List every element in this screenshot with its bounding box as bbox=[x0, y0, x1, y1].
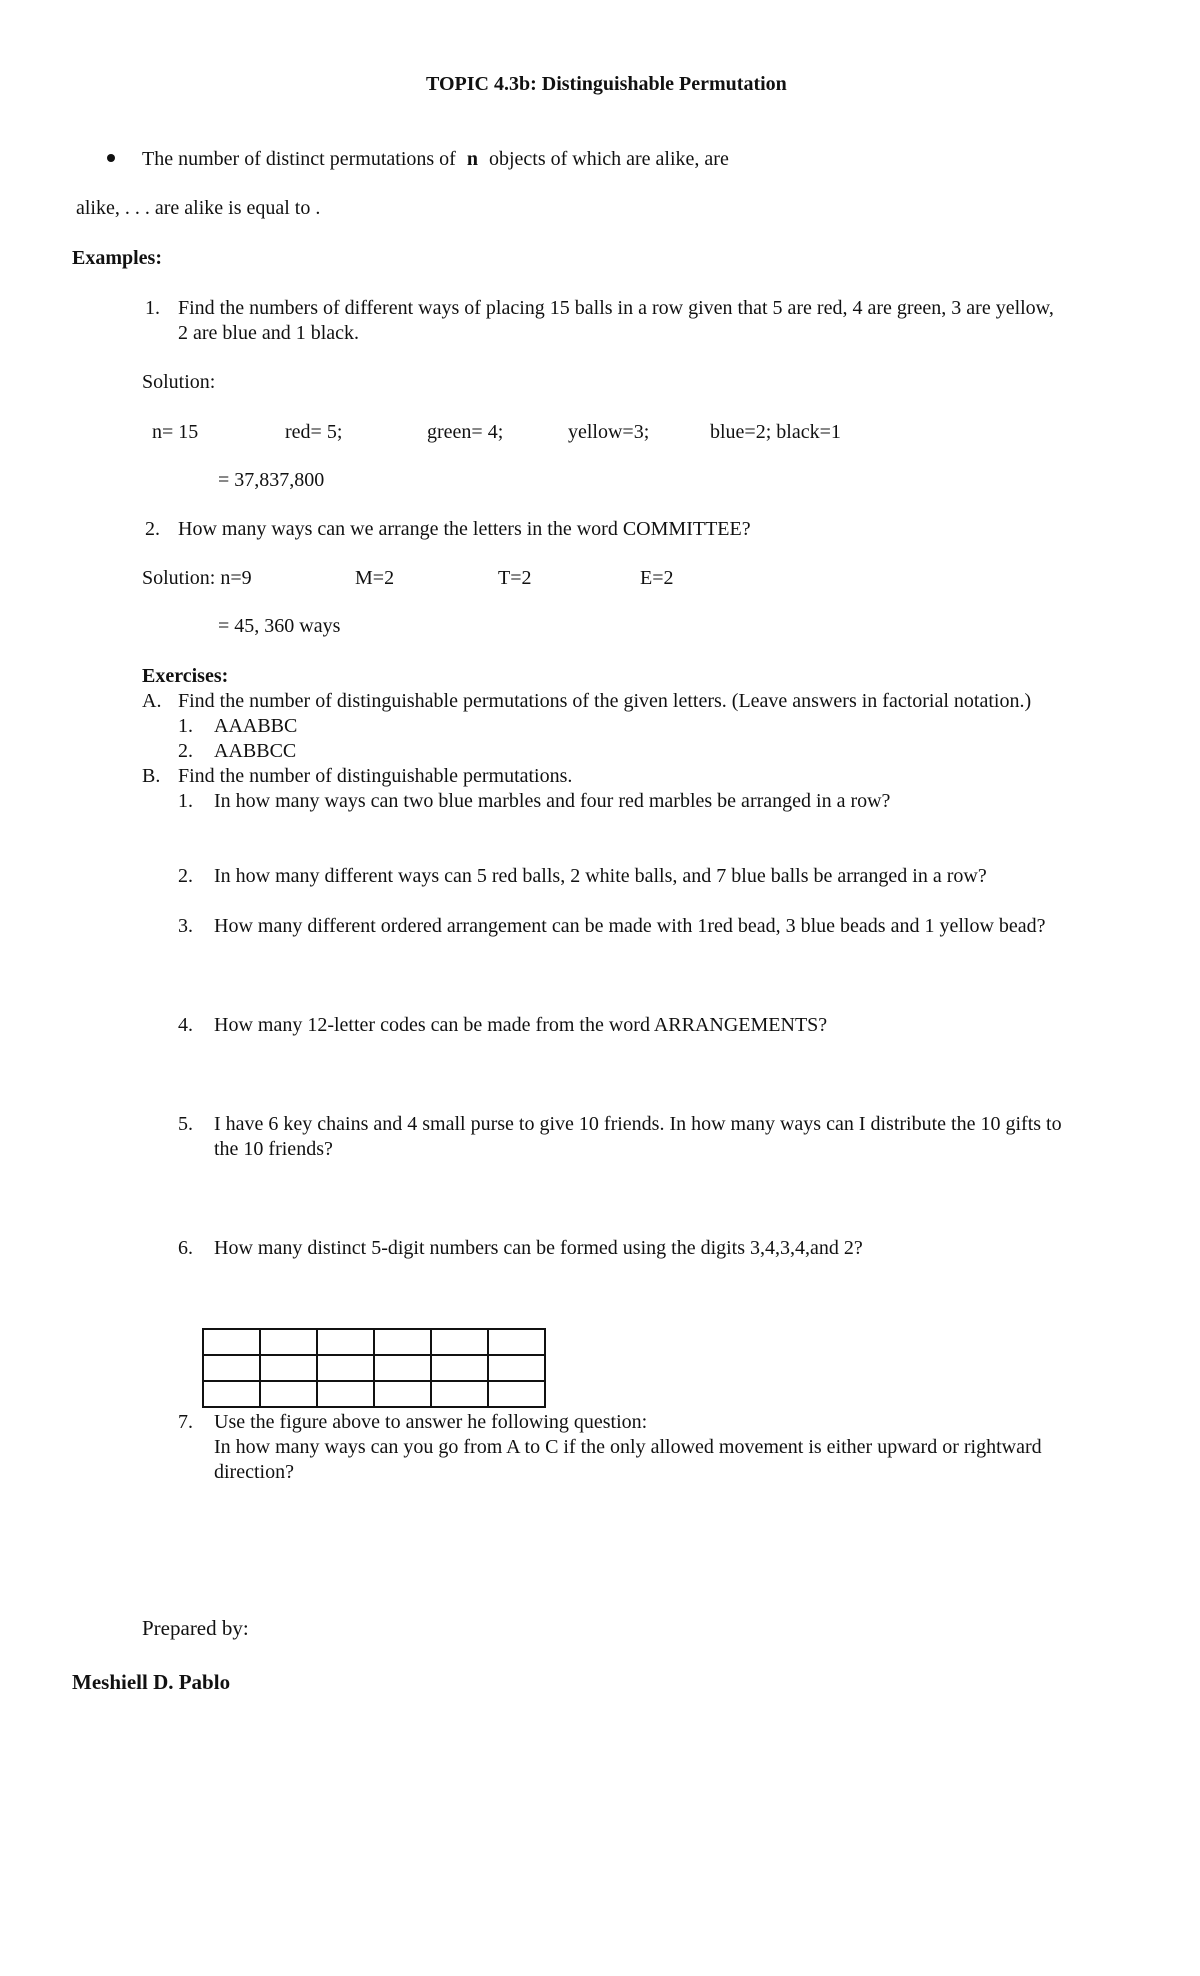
grid-cell bbox=[374, 1381, 431, 1407]
example-2-value: E=2 bbox=[640, 567, 674, 589]
bullet-icon bbox=[107, 154, 115, 162]
grid-row bbox=[203, 1355, 545, 1381]
intro-text-b: objects of which are alike, are bbox=[488, 148, 729, 170]
example-1-value: yellow=3; bbox=[568, 421, 650, 443]
exercise-b-q1-number: 1. bbox=[178, 790, 193, 812]
grid-cell bbox=[317, 1355, 374, 1381]
grid-cell bbox=[203, 1381, 260, 1407]
exercise-a-item-number: 1. bbox=[178, 715, 193, 737]
example-1-value: n= 15 bbox=[152, 421, 199, 443]
grid-cell bbox=[488, 1329, 545, 1355]
exercise-b-q1-text: In how many ways can two blue marbles and four red marbles be arranged in a row? bbox=[214, 790, 891, 812]
example-1-value: red= 5; bbox=[285, 421, 343, 443]
example-2-number: 2. bbox=[145, 518, 160, 540]
example-1-line-1: Find the numbers of different ways of placing 15 balls in a row given that 5 are red, 4 are green, 3 are yellow, bbox=[178, 297, 1054, 319]
example-2-result: = 45, 360 ways bbox=[218, 615, 341, 637]
exercise-a-label: A. bbox=[142, 690, 162, 712]
grid-cell bbox=[431, 1355, 488, 1381]
exercise-b-q5-number: 5. bbox=[178, 1113, 193, 1135]
grid-row bbox=[203, 1381, 545, 1407]
grid-cell bbox=[431, 1329, 488, 1355]
exercise-b-q5-line-1: I have 6 key chains and 4 small purse to give 10 friends. In how many ways can I distribute the 10 gifts to bbox=[214, 1113, 1062, 1135]
exercise-b-q2-number: 2. bbox=[178, 865, 193, 887]
exercise-b-q3-text: How many different ordered arrangement can be made with 1red bead, 3 blue beads and 1 yellow bead? bbox=[214, 915, 1046, 937]
example-1-value: green= 4; bbox=[427, 421, 504, 443]
example-1-value: blue=2; black=1 bbox=[710, 421, 841, 443]
example-1-result: = 37,837,800 bbox=[218, 469, 325, 491]
author-name: Meshiell D. Pablo bbox=[72, 1670, 231, 1694]
grid-cell bbox=[488, 1381, 545, 1407]
grid-cell bbox=[374, 1329, 431, 1355]
grid-figure bbox=[202, 1328, 546, 1408]
grid-cell bbox=[317, 1381, 374, 1407]
exercise-a-item-text: AAABBC bbox=[214, 715, 298, 737]
exercise-b-q7-line-2: In how many ways can you go from A to C if the only allowed movement is either upward or rightward bbox=[214, 1436, 1042, 1458]
prepared-by-label: Prepared by: bbox=[142, 1616, 249, 1640]
grid-cell bbox=[431, 1381, 488, 1407]
grid-cell bbox=[488, 1355, 545, 1381]
exercise-b-q7-line-3: direction? bbox=[214, 1461, 294, 1483]
example-1-solution-label: Solution: bbox=[142, 371, 216, 393]
exercise-a-item-text: AABBCC bbox=[214, 740, 297, 762]
exercises-heading: Exercises: bbox=[142, 665, 229, 687]
example-1-line-2: 2 are blue and 1 black. bbox=[178, 322, 360, 344]
grid-cell bbox=[260, 1355, 317, 1381]
exercise-b-q6-number: 6. bbox=[178, 1237, 193, 1259]
grid-cell bbox=[317, 1329, 374, 1355]
exercise-b-q7-line-1: Use the figure above to answer he following question: bbox=[214, 1411, 648, 1433]
examples-heading: Examples: bbox=[72, 247, 162, 269]
exercise-b-text: Find the number of distinguishable permutations. bbox=[178, 765, 573, 787]
grid-cell bbox=[374, 1355, 431, 1381]
grid-row bbox=[203, 1329, 545, 1355]
page-title: TOPIC 4.3b: Distinguishable Permutation bbox=[426, 73, 787, 95]
intro-n: n bbox=[466, 148, 478, 170]
example-2-question: How many ways can we arrange the letters in the word COMMITTEE? bbox=[178, 518, 751, 540]
intro-text-a: The number of distinct permutations of bbox=[142, 148, 456, 170]
exercise-a-item-number: 2. bbox=[178, 740, 193, 762]
exercise-b-q5-line-2: the 10 friends? bbox=[214, 1138, 333, 1160]
grid-cell bbox=[260, 1329, 317, 1355]
exercise-b-q2-text: In how many different ways can 5 red balls, 2 white balls, and 7 blue balls be arranged in a row? bbox=[214, 865, 987, 887]
example-2-value: M=2 bbox=[355, 567, 395, 589]
exercise-b-q6-text: How many distinct 5-digit numbers can be formed using the digits 3,4,3,4,and 2? bbox=[214, 1237, 863, 1259]
exercise-a-text: Find the number of distinguishable permutations of the given letters. (Leave answers in factorial notation.) bbox=[178, 690, 1032, 712]
intro-line-2: alike, . . . are alike is equal to . bbox=[76, 197, 321, 219]
example-2-solution: Solution: n=9 bbox=[142, 567, 252, 589]
example-1-number: 1. bbox=[145, 297, 160, 319]
example-2-value: T=2 bbox=[498, 567, 532, 589]
intro-line-1 bbox=[142, 147, 729, 171]
grid-cell bbox=[203, 1329, 260, 1355]
exercise-b-q3-number: 3. bbox=[178, 915, 193, 937]
exercise-b-q4-number: 4. bbox=[178, 1014, 193, 1036]
exercise-b-label: B. bbox=[142, 765, 161, 787]
grid-cell bbox=[203, 1355, 260, 1381]
grid-cell bbox=[260, 1381, 317, 1407]
exercise-b-q4-text: How many 12-letter codes can be made from the word ARRANGEMENTS? bbox=[214, 1014, 828, 1036]
exercise-b-q7-number: 7. bbox=[178, 1411, 193, 1433]
